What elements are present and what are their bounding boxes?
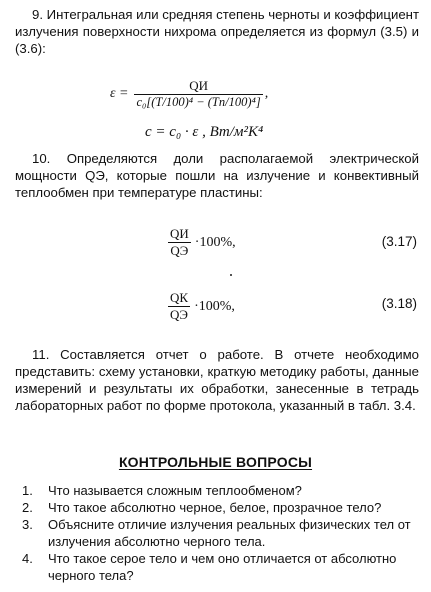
formula-numerator: QИ (189, 78, 208, 93)
list-item (22, 516, 419, 550)
print-speck (230, 274, 232, 276)
question-text: Что такое серое тело и чем оно отличается от абсолютно черного тела? (48, 551, 397, 583)
equation-3-17-numerator: QИ (170, 226, 189, 241)
formula-fraction (134, 78, 262, 110)
question-text: Что такое абсолютно черное, белое, прозрачное тело? (48, 500, 382, 515)
section-heading (0, 454, 431, 470)
paragraph-11: 11. Составляется отчет о работе. В отчете необходимо представить: схему установки, краткую методику работы, данные измерений и результаты их обработки, занесенные в тетрадь лабораторных работ по форме протокола, указанный в табл. 3.4. (15, 347, 419, 413)
question-number: 1. (22, 483, 33, 498)
equation-3-18-tail: ·100%, (194, 298, 235, 314)
list-item (22, 499, 419, 516)
equation-3-18-denominator: QЭ (170, 307, 189, 322)
emission-coefficient-formula: c = c₀ · ε , Вт/м²K⁴ (145, 124, 264, 140)
equation-number-3-17: (3.17) (381, 234, 417, 249)
equation-3-17 (168, 226, 236, 259)
question-number: 4. (22, 551, 33, 566)
equation-3-17-fraction (168, 226, 191, 259)
formula-denominator: c₀[(T/100)⁴ − (Tп/100)⁴] (136, 95, 261, 109)
question-text: Объясните отличие излучения реальных физических тел от излучения абсолютно черного тела. (48, 517, 411, 549)
equation-number-3-18: (3.18) (381, 296, 417, 311)
equation-3-18-fraction (168, 290, 190, 323)
equation-3-18 (168, 290, 235, 323)
questions-list (22, 482, 419, 584)
question-text: Что называется сложным теплообменом? (48, 483, 302, 498)
formula-comma: , (264, 86, 269, 101)
formula-lhs: ε = (110, 86, 129, 101)
question-number: 2. (22, 500, 33, 515)
equation-3-18-numerator: QК (170, 290, 189, 305)
paragraph-10: 10. Определяются доли располагаемой электрической мощности QЭ, которые пошли на излучение и конвективный теплообмен при температуре пластины: (15, 151, 419, 200)
question-number: 3. (22, 517, 33, 532)
equation-3-17-tail: ·100%, (194, 234, 236, 250)
paragraph-9: 9. Интегральная или средняя степень черноты и коэффициент излучения поверхности нихрома определяется из формул (3.5) и (3.6): (15, 7, 419, 56)
section-heading-text: КОНТРОЛЬНЫЕ ВОПРОСЫ (118, 454, 313, 470)
list-item (22, 550, 419, 584)
list-item (22, 482, 419, 499)
equation-3-17-denominator: QЭ (170, 243, 189, 258)
